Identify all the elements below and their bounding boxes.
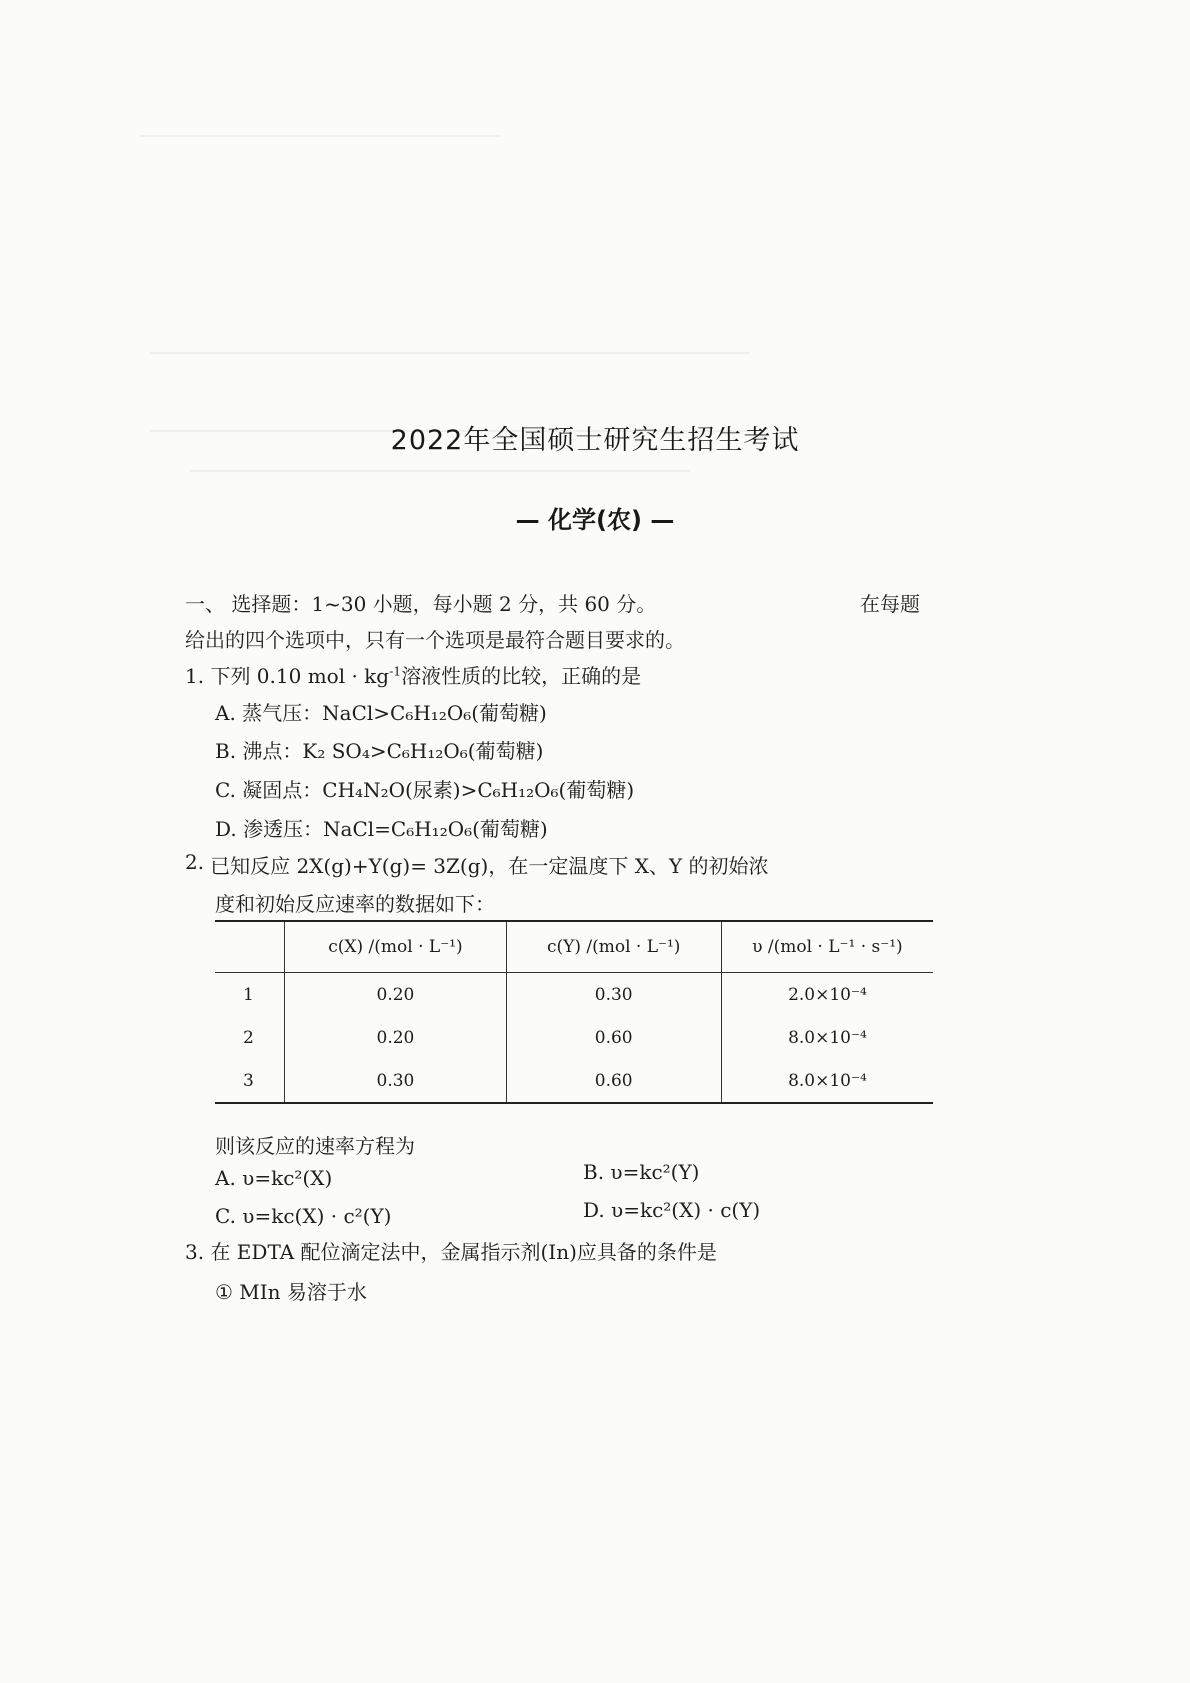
table-cell-cx: 0.20 [285, 973, 506, 1017]
question-1-option-a: A. 蒸气压：NaCl>C₆H₁₂O₆(葡萄糖) [215, 701, 547, 725]
question-2-option-d: D. υ=kc²(X) · c(Y) [583, 1198, 761, 1222]
table-cell-rate: 2.0×10⁻⁴ [721, 973, 933, 1017]
question-2-stem [185, 850, 920, 879]
question-2-option-a: A. υ=kc²(X) [215, 1166, 333, 1190]
question-1-stem [185, 660, 641, 689]
table-row [215, 1059, 933, 1103]
rate-data-table [215, 920, 933, 1104]
exam-title: 2022年全国硕士研究生招生考试 [390, 425, 800, 456]
table-cell-cy: 0.60 [506, 1059, 721, 1103]
question-2-text: 已知反应 2X(g)+Y(g)= 3Z(g)，在一定温度下 X、Y 的初始浓 [210, 854, 769, 878]
table-cell-cx: 0.30 [285, 1059, 506, 1103]
question-3-text: 在 EDTA 配位滴定法中，金属指示剂(In)应具备的条件是 [210, 1240, 717, 1264]
question-number: 3. [185, 1240, 205, 1264]
table-header-row [215, 921, 933, 973]
question-1-text: 下列 0.10 mol · kg [210, 664, 390, 688]
bleed-through-mark [150, 352, 750, 354]
table-row [215, 1016, 933, 1059]
table-cell-index: 3 [215, 1059, 285, 1103]
question-2-option-b: B. υ=kc²(Y) [583, 1160, 700, 1184]
table-header-cx: c(X) /(mol · L⁻¹) [285, 921, 506, 973]
question-number: 1. [185, 664, 205, 688]
question-1-option-b: B. 沸点：K₂ SO₄>C₆H₁₂O₆(葡萄糖) [215, 739, 544, 763]
question-3-stem [185, 1236, 717, 1265]
table-cell-rate: 8.0×10⁻⁴ [721, 1016, 933, 1059]
section-instructions-line2: 给出的四个选项中，只有一个选项是最符合题目要求的。 [185, 628, 685, 652]
question-1-option-c: C. 凝固点：CH₄N₂O(尿素)>C₆H₁₂O₆(葡萄糖) [215, 778, 635, 802]
bleed-through-mark [190, 470, 690, 472]
table-cell-index: 2 [243, 1027, 254, 1048]
section-instructions-tail: 在每题 [860, 592, 920, 616]
bleed-through-mark [140, 135, 500, 137]
exam-subject: — 化学(农) — [515, 506, 675, 534]
table-cell-cy: 0.30 [506, 973, 721, 1017]
table-cell-cy: 0.60 [506, 1016, 721, 1059]
table-header-index [215, 921, 285, 973]
question-3-item-1: ① MIn 易溶于水 [215, 1280, 367, 1304]
section-instructions [185, 588, 920, 617]
section-instructions-main: 一、 选择题：1~30 小题，每小题 2 分，共 60 分。 [185, 592, 657, 616]
question-1-text-tail: 溶液性质的比较，正确的是 [401, 664, 642, 688]
table-cell-rate: 8.0×10⁻⁴ [721, 1059, 933, 1103]
question-2-stem-line2: 度和初始反应速率的数据如下： [215, 892, 495, 916]
unit-exponent: -1 [389, 663, 402, 679]
table-cell-index: 1 [243, 984, 254, 1005]
table-header-cy: c(Y) /(mol · L⁻¹) [506, 921, 721, 973]
table-header-rate: υ /(mol · L⁻¹ · s⁻¹) [721, 921, 933, 973]
table-row [215, 973, 933, 1017]
question-number: 2. [185, 850, 205, 874]
question-2-option-c: C. υ=kc(X) · c²(Y) [215, 1204, 392, 1228]
rate-data-table-wrapper [215, 920, 933, 1104]
table-cell-cx: 0.20 [285, 1016, 506, 1059]
question-2-prompt: 则该反应的速率方程为 [215, 1134, 415, 1158]
question-1-option-d: D. 渗透压：NaCl=C₆H₁₂O₆(葡萄糖) [215, 817, 548, 841]
